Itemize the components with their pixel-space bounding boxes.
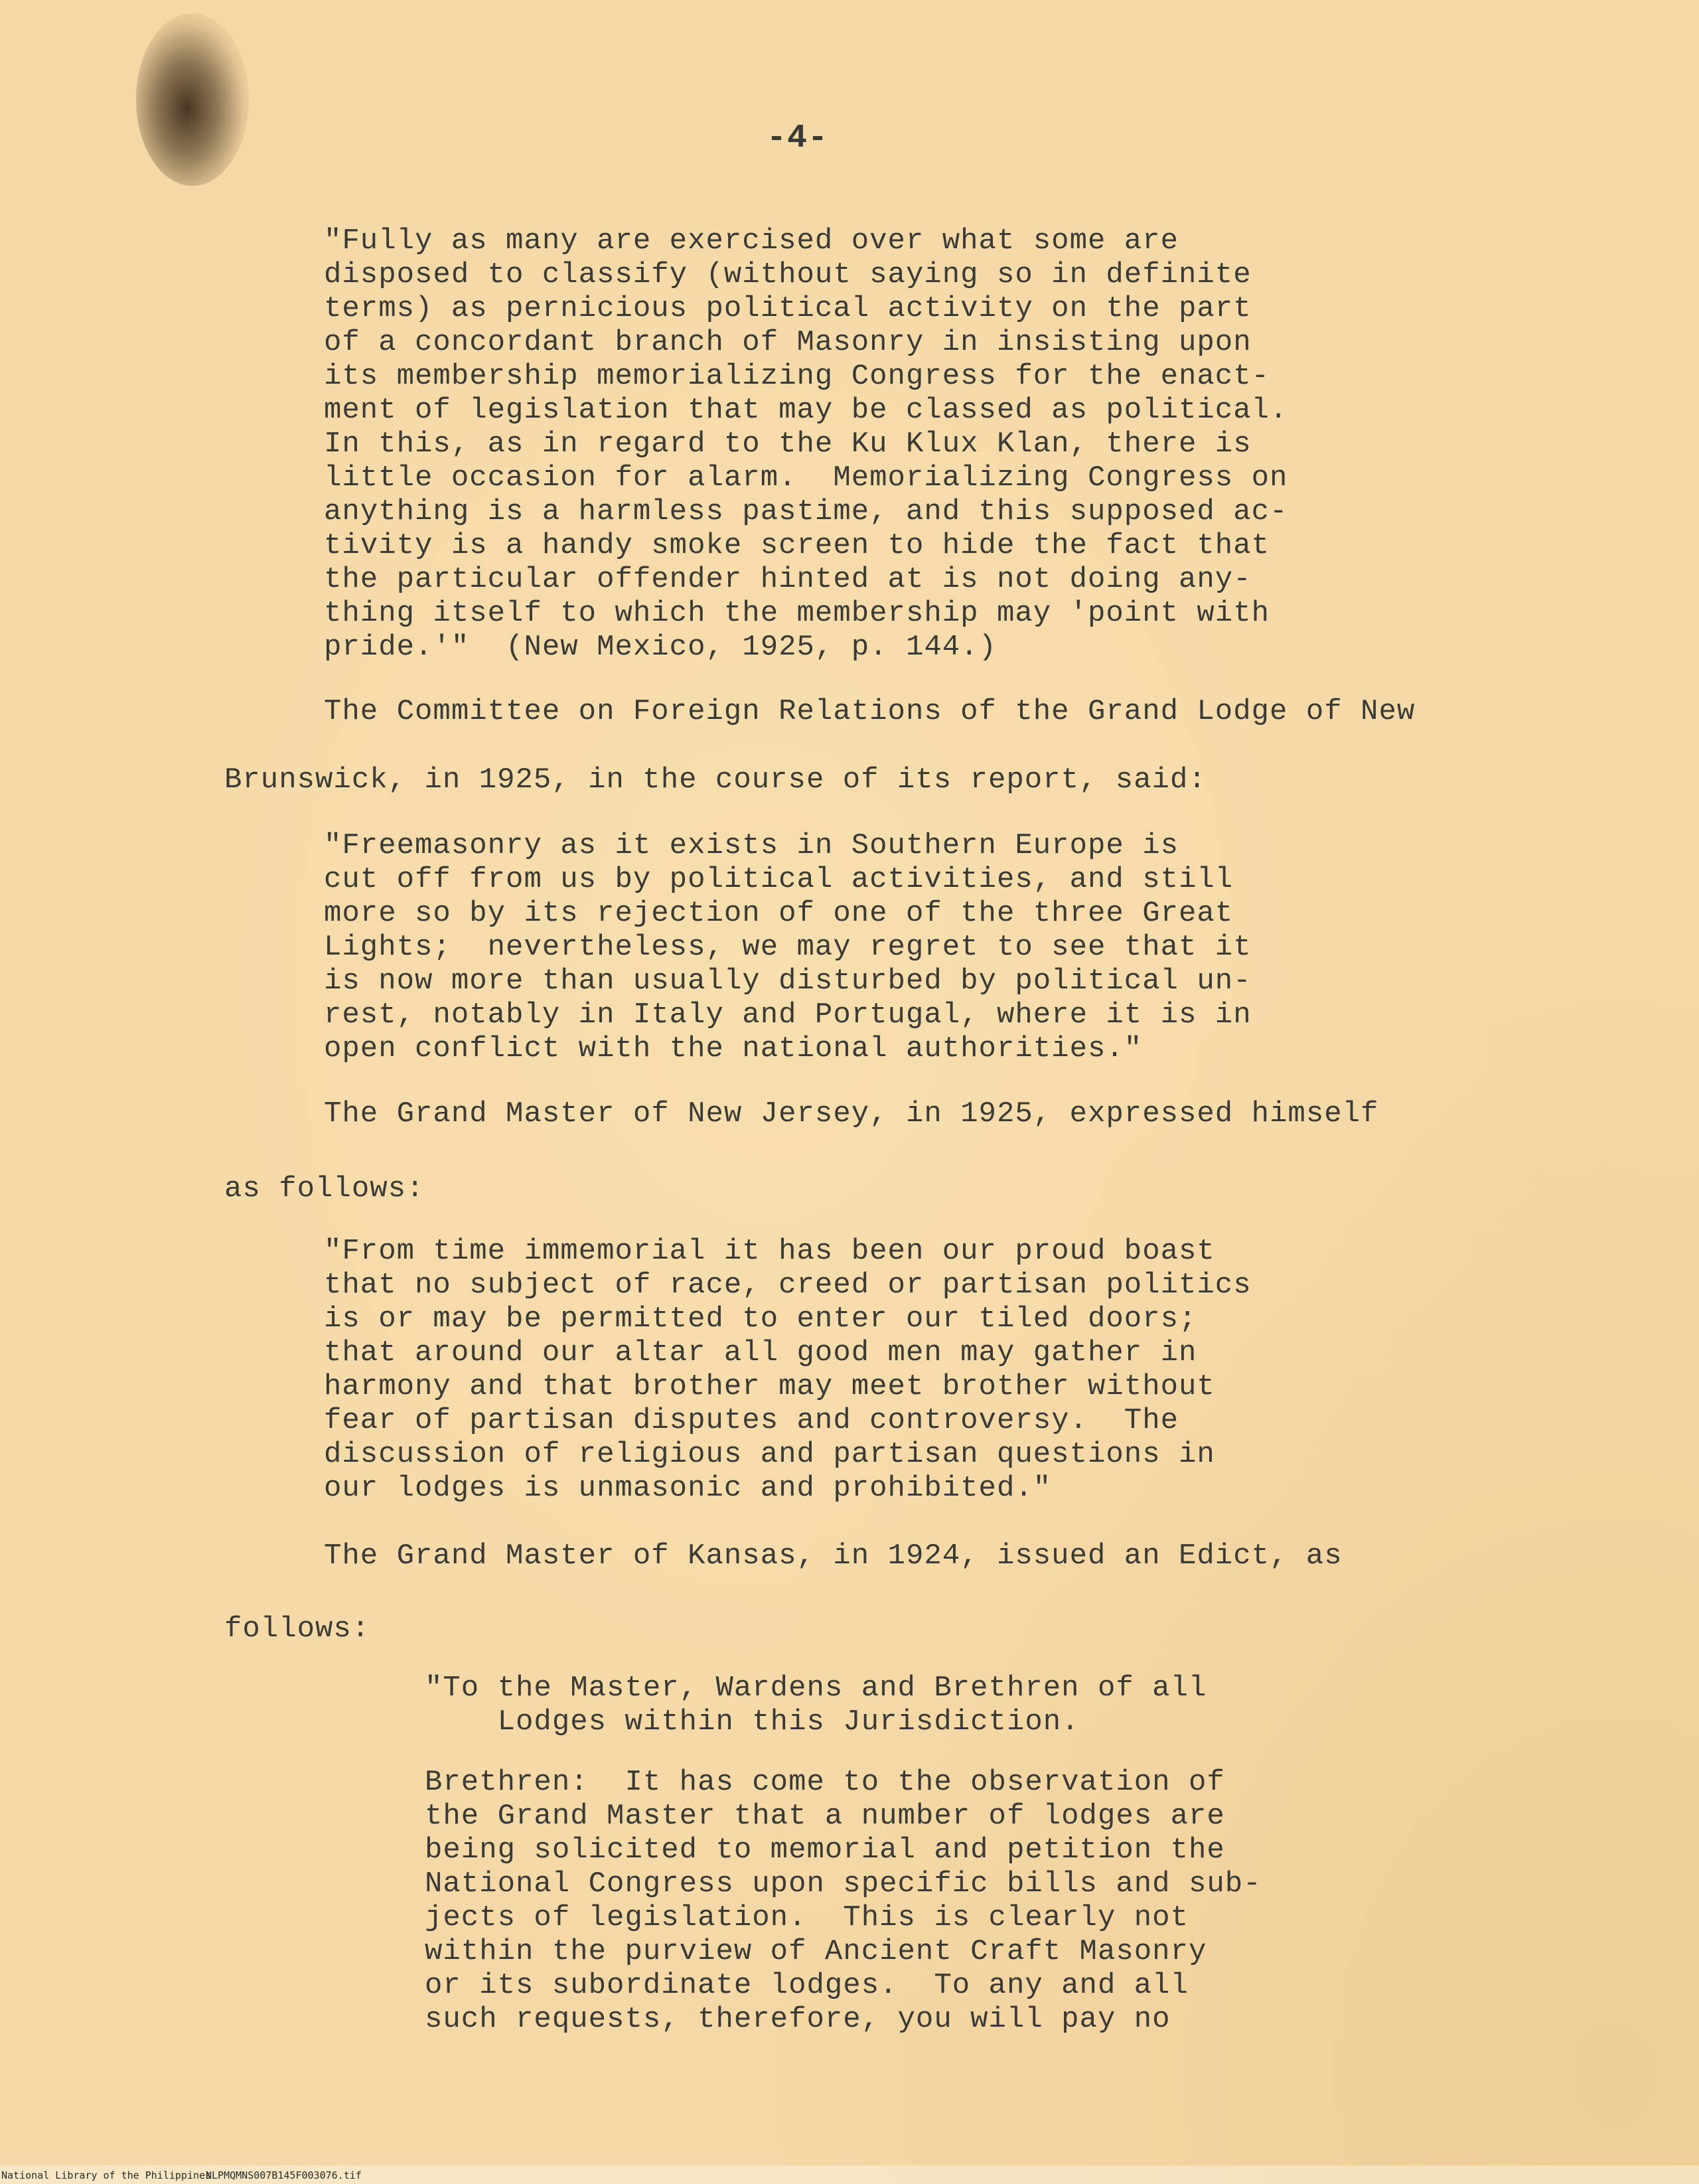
quote-new-jersey: "From time immemorial it has been our proud boast that no subject of race, creed or partisan politics is or may be permitted to enter our tiled doors; that around our altar all good men may gather in harmony and that brother may meet brother without fear of partisan disputes and controversy. The discussion of religious and partisan questions in our lodges is unmasonic and prohibited."	[324, 1235, 1252, 1505]
ink-smudge	[136, 13, 249, 186]
paragraph-new-brunswick-line1: The Committee on Foreign Relations of the Grand Lodge of New	[324, 695, 1416, 728]
paragraph-kansas-line2: follows:	[224, 1612, 370, 1646]
page-number: -4-	[767, 119, 829, 157]
footer-file-id: NLPMQMNS007B145F003076.tif	[206, 2169, 362, 2181]
paragraph-new-jersey-line2: as follows:	[224, 1172, 425, 1206]
paragraph-new-brunswick-line2: Brunswick, in 1925, in the course of its report, said:	[224, 763, 1207, 797]
paragraph-new-jersey-line1: The Grand Master of New Jersey, in 1925, expressed himself	[324, 1097, 1379, 1131]
edict-body: Brethren: It has come to the observation of the Grand Master that a number of lodges are being solicited to memorial and petition the National Congress upon specific bills and sub- jects of legislation. This is clearly not within the purview of Ancient Craft Masonry or its subordinate lodges. To any and all such requests, therefore, you will pay no	[425, 1766, 1262, 2036]
paragraph-kansas-line1: The Grand Master of Kansas, in 1924, issued an Edict, as	[324, 1539, 1343, 1573]
quote-new-brunswick: "Freemasonry as it exists in Southern Europe is cut off from us by political activities, and still more so by its rejection of one of the three Great Lights; nevertheless, we may regret to see that it is now more than usually disturbed by political un- rest, notably in Italy and Portugal, where it is in open conflict with the national authorities."	[324, 829, 1252, 1065]
edict-address: "To the Master, Wardens and Brethren of all Lodges within this Jurisdiction.	[425, 1672, 1207, 1739]
quote-new-mexico: "Fully as many are exercised over what some are disposed to classify (without saying so in definite terms) as pernicious political activity on the part of a concordant branch of Masonry in insisting upon its membership memorializing Congress for the enact- ment of legislation that may be classed as political. In this, as in regard to the Ku Klux Klan, there is little occasion for alarm. Memorializing Congress on anything is a harmless pastime, and this supposed ac- tivity is a handy smoke screen to hide the fact that the particular offender hinted at is not doing any- thing itself to which the membership may 'point with pride.'" (New Mexico, 1925, p. 144.)	[324, 224, 1288, 664]
footer-institution: National Library of the Philippines	[1, 2169, 212, 2181]
scan-footer	[0, 2165, 1699, 2184]
